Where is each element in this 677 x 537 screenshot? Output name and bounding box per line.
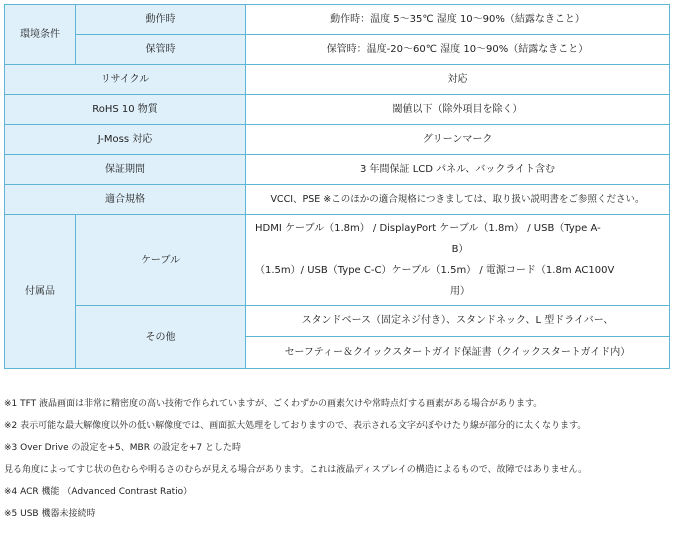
footnote-3: ※3 Over Drive の設定を+5、MBR の設定を+7 とした時: [4, 443, 241, 453]
accessories-label: 付属品: [5, 215, 76, 369]
storage-value: 保管時：温度-20～60℃ 湿度 10～90%（結露なきこと）: [246, 35, 670, 65]
footnote-3-detail: 見る角度によってすじ状の色むらや明るさのむらが見える場合があります。これは液晶ディスプレイの構造によるもので、故障ではありません。: [4, 465, 588, 475]
footnote-4: ※4 ACR 機能 （Advanced Contrast Ratio）: [4, 487, 193, 497]
jmoss-value: グリーンマーク: [246, 125, 670, 155]
environment-label: 環境条件: [5, 5, 76, 65]
recycle-label: リサイクル: [5, 65, 246, 95]
footnotes: [4, 393, 669, 525]
footnote-5: ※5 USB 機器未接続時: [4, 509, 96, 519]
standards-value: VCCI、PSE ※このほかの適合規格につきましては、取り扱い説明書をご参照ください。: [246, 185, 670, 215]
warranty-label: 保証期間: [5, 155, 246, 185]
other-line: セーフティー＆クイックスタートガイド保証書（クイックスタートガイド内）: [284, 347, 631, 358]
jmoss-label: J-Moss 対応: [5, 125, 246, 155]
standards-label: 適合規格: [5, 185, 246, 215]
operating-label: 動作時: [76, 5, 246, 35]
warranty-value: 3 年間保証 LCD パネル、バックライト含む: [246, 155, 670, 185]
footnote-1: ※1 TFT 液晶画面は非常に精密度の高い技術で作られていますが、ごくわずかの画素欠けや常時点灯する画素がある場合があります。: [4, 399, 543, 409]
other-value: [246, 306, 670, 369]
other-line: スタンドベース（固定ネジ付き）、スタンドネック、L 型ドライバー、: [246, 306, 669, 337]
operating-value: 動作時：温度 5～35℃ 湿度 10～90%（結露なきこと）: [246, 5, 670, 35]
rohs-value: 閾値以下（除外項目を除く）: [246, 95, 670, 125]
other-label: その他: [76, 306, 246, 369]
cable-line: B）: [451, 244, 469, 255]
footnote-2: ※2 表示可能な最大解像度以外の低い解像度では、画面拡大処理をしておりますので、表示される文字がぼやけたり線が部分的に太くなります。: [4, 421, 587, 431]
cable-label: ケーブル: [76, 215, 246, 306]
cable-line: HDMI ケーブル（1.8m） / DisplayPort ケーブル（1.8m） / USB（Type A-: [255, 223, 601, 234]
storage-label: 保管時: [76, 35, 246, 65]
recycle-value: 対応: [246, 65, 670, 95]
spec-table: [4, 4, 670, 369]
cable-value: [246, 215, 670, 306]
rohs-label: RoHS 10 物質: [5, 95, 246, 125]
cable-line: （1.5m）/ USB（Type C-C）ケーブル（1.5m） / 電源コード（1.8m AC100V: [255, 265, 615, 276]
cable-line: 用）: [450, 286, 470, 297]
